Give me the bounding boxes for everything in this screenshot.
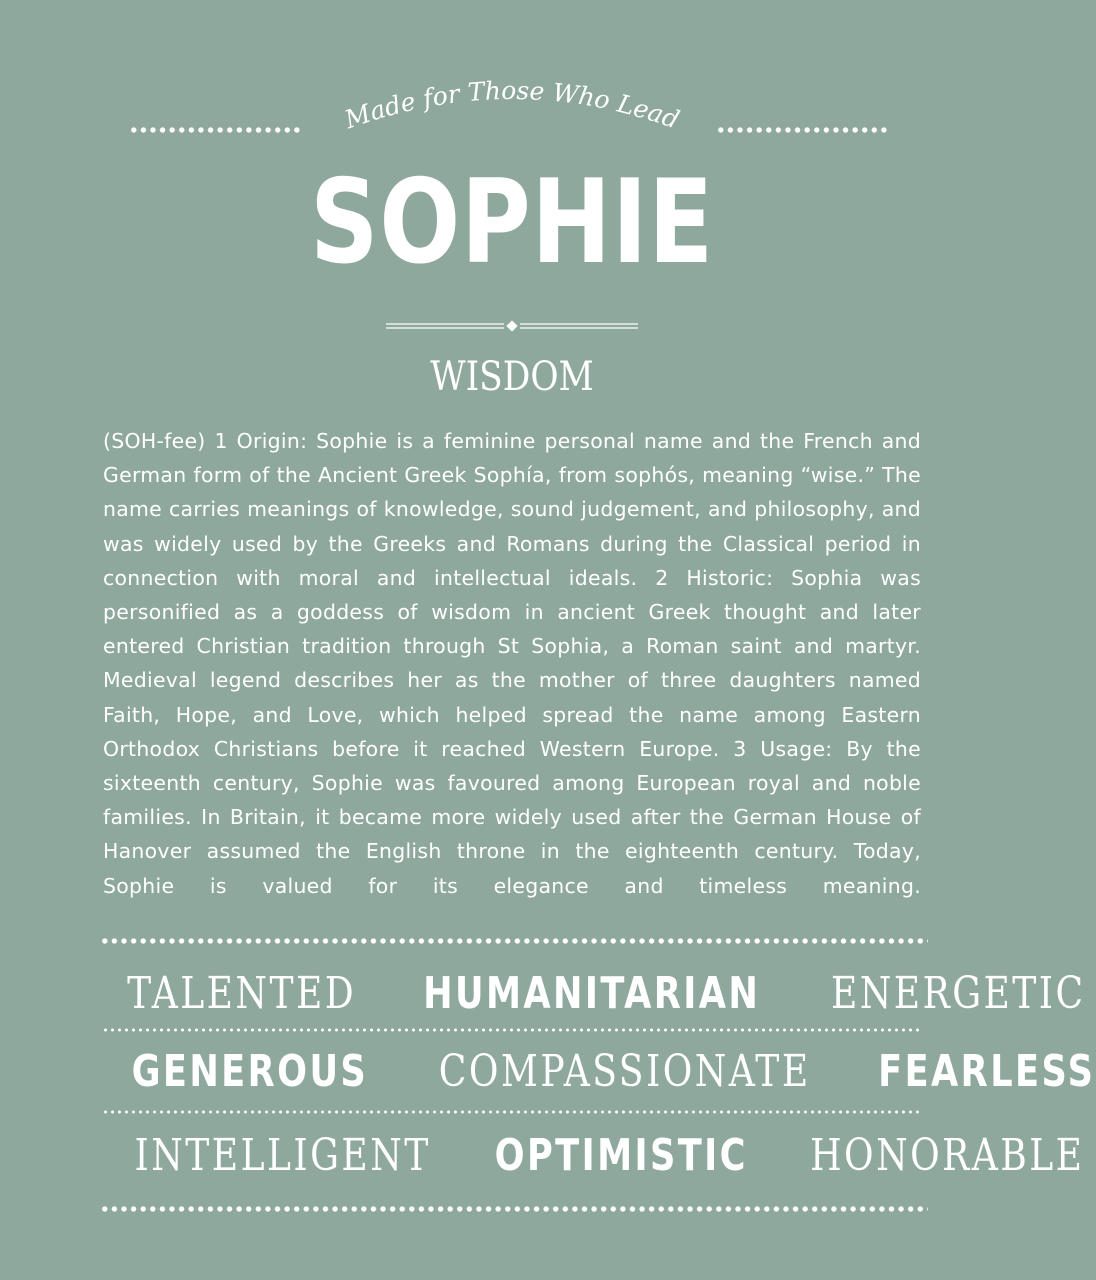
trait-word: ENERGETIC	[830, 968, 1086, 1019]
tagline-text: Made for Those Who Lead	[341, 75, 684, 135]
svg-text:Made for Those Who Lead	[340, 76, 683, 135]
trait-word: GENEROUS	[131, 1046, 369, 1097]
name-title: SOPHIE	[310, 155, 714, 290]
divider-diamond-icon	[506, 320, 517, 331]
traits-divider-dotted-rule	[102, 1110, 922, 1114]
tagline-left-dotted-rule	[129, 127, 301, 133]
tagline	[312, 70, 712, 150]
ornamental-divider	[380, 316, 644, 336]
traits-bottom-dotted-rule	[100, 1206, 928, 1212]
trait-word: FEARLESS	[878, 1046, 1096, 1097]
trait-word: OPTIMISTIC	[494, 1130, 749, 1181]
traits-top-dotted-rule	[100, 938, 928, 944]
traits-row-3	[102, 1126, 1085, 1186]
tagline-right-dotted-rule	[716, 127, 888, 133]
traits-divider-dotted-rule	[102, 1028, 922, 1032]
meaning-word: WISDOM	[430, 354, 594, 400]
trait-word: TALENTED	[127, 968, 357, 1019]
trait-word: HUMANITARIAN	[423, 968, 761, 1019]
name-description: (SOH-fee) 1 Origin: Sophie is a feminine personal name and the French and German form of the Ancient Greek Sophía, from sophós, meaning “wise.” The name carries meanings of knowledge, sound judgement, and philosophy, and was widely used by the Greeks and Romans during the Classical period in connection with moral and intellectual ideals. 2 Historic: Sophia was personified as a goddess of wisdom in ancient Greek thought and later entered Christian tradition through St Sophia, a Roman saint and martyr. Medieval legend describes her as the mother of three daughters named Faith, Hope, and Love, which helped spread the name among Eastern Orthodox Christians before it reached Western Europe. 3 Usage: By the sixteenth century, Sophie was favoured among European royal and noble families. In Britain, it became more widely used after the German House of Hanover assumed the English throne in the eighteenth century. Today, Sophie is valued for its elegance and timeless meaning.	[103, 429, 921, 898]
trait-word: INTELLIGENT	[134, 1130, 431, 1181]
trait-word: HONORABLE	[809, 1130, 1085, 1181]
trait-word: COMPASSIONATE	[438, 1046, 811, 1097]
traits-row-1	[102, 964, 1086, 1024]
traits-row-2	[102, 1042, 1096, 1102]
